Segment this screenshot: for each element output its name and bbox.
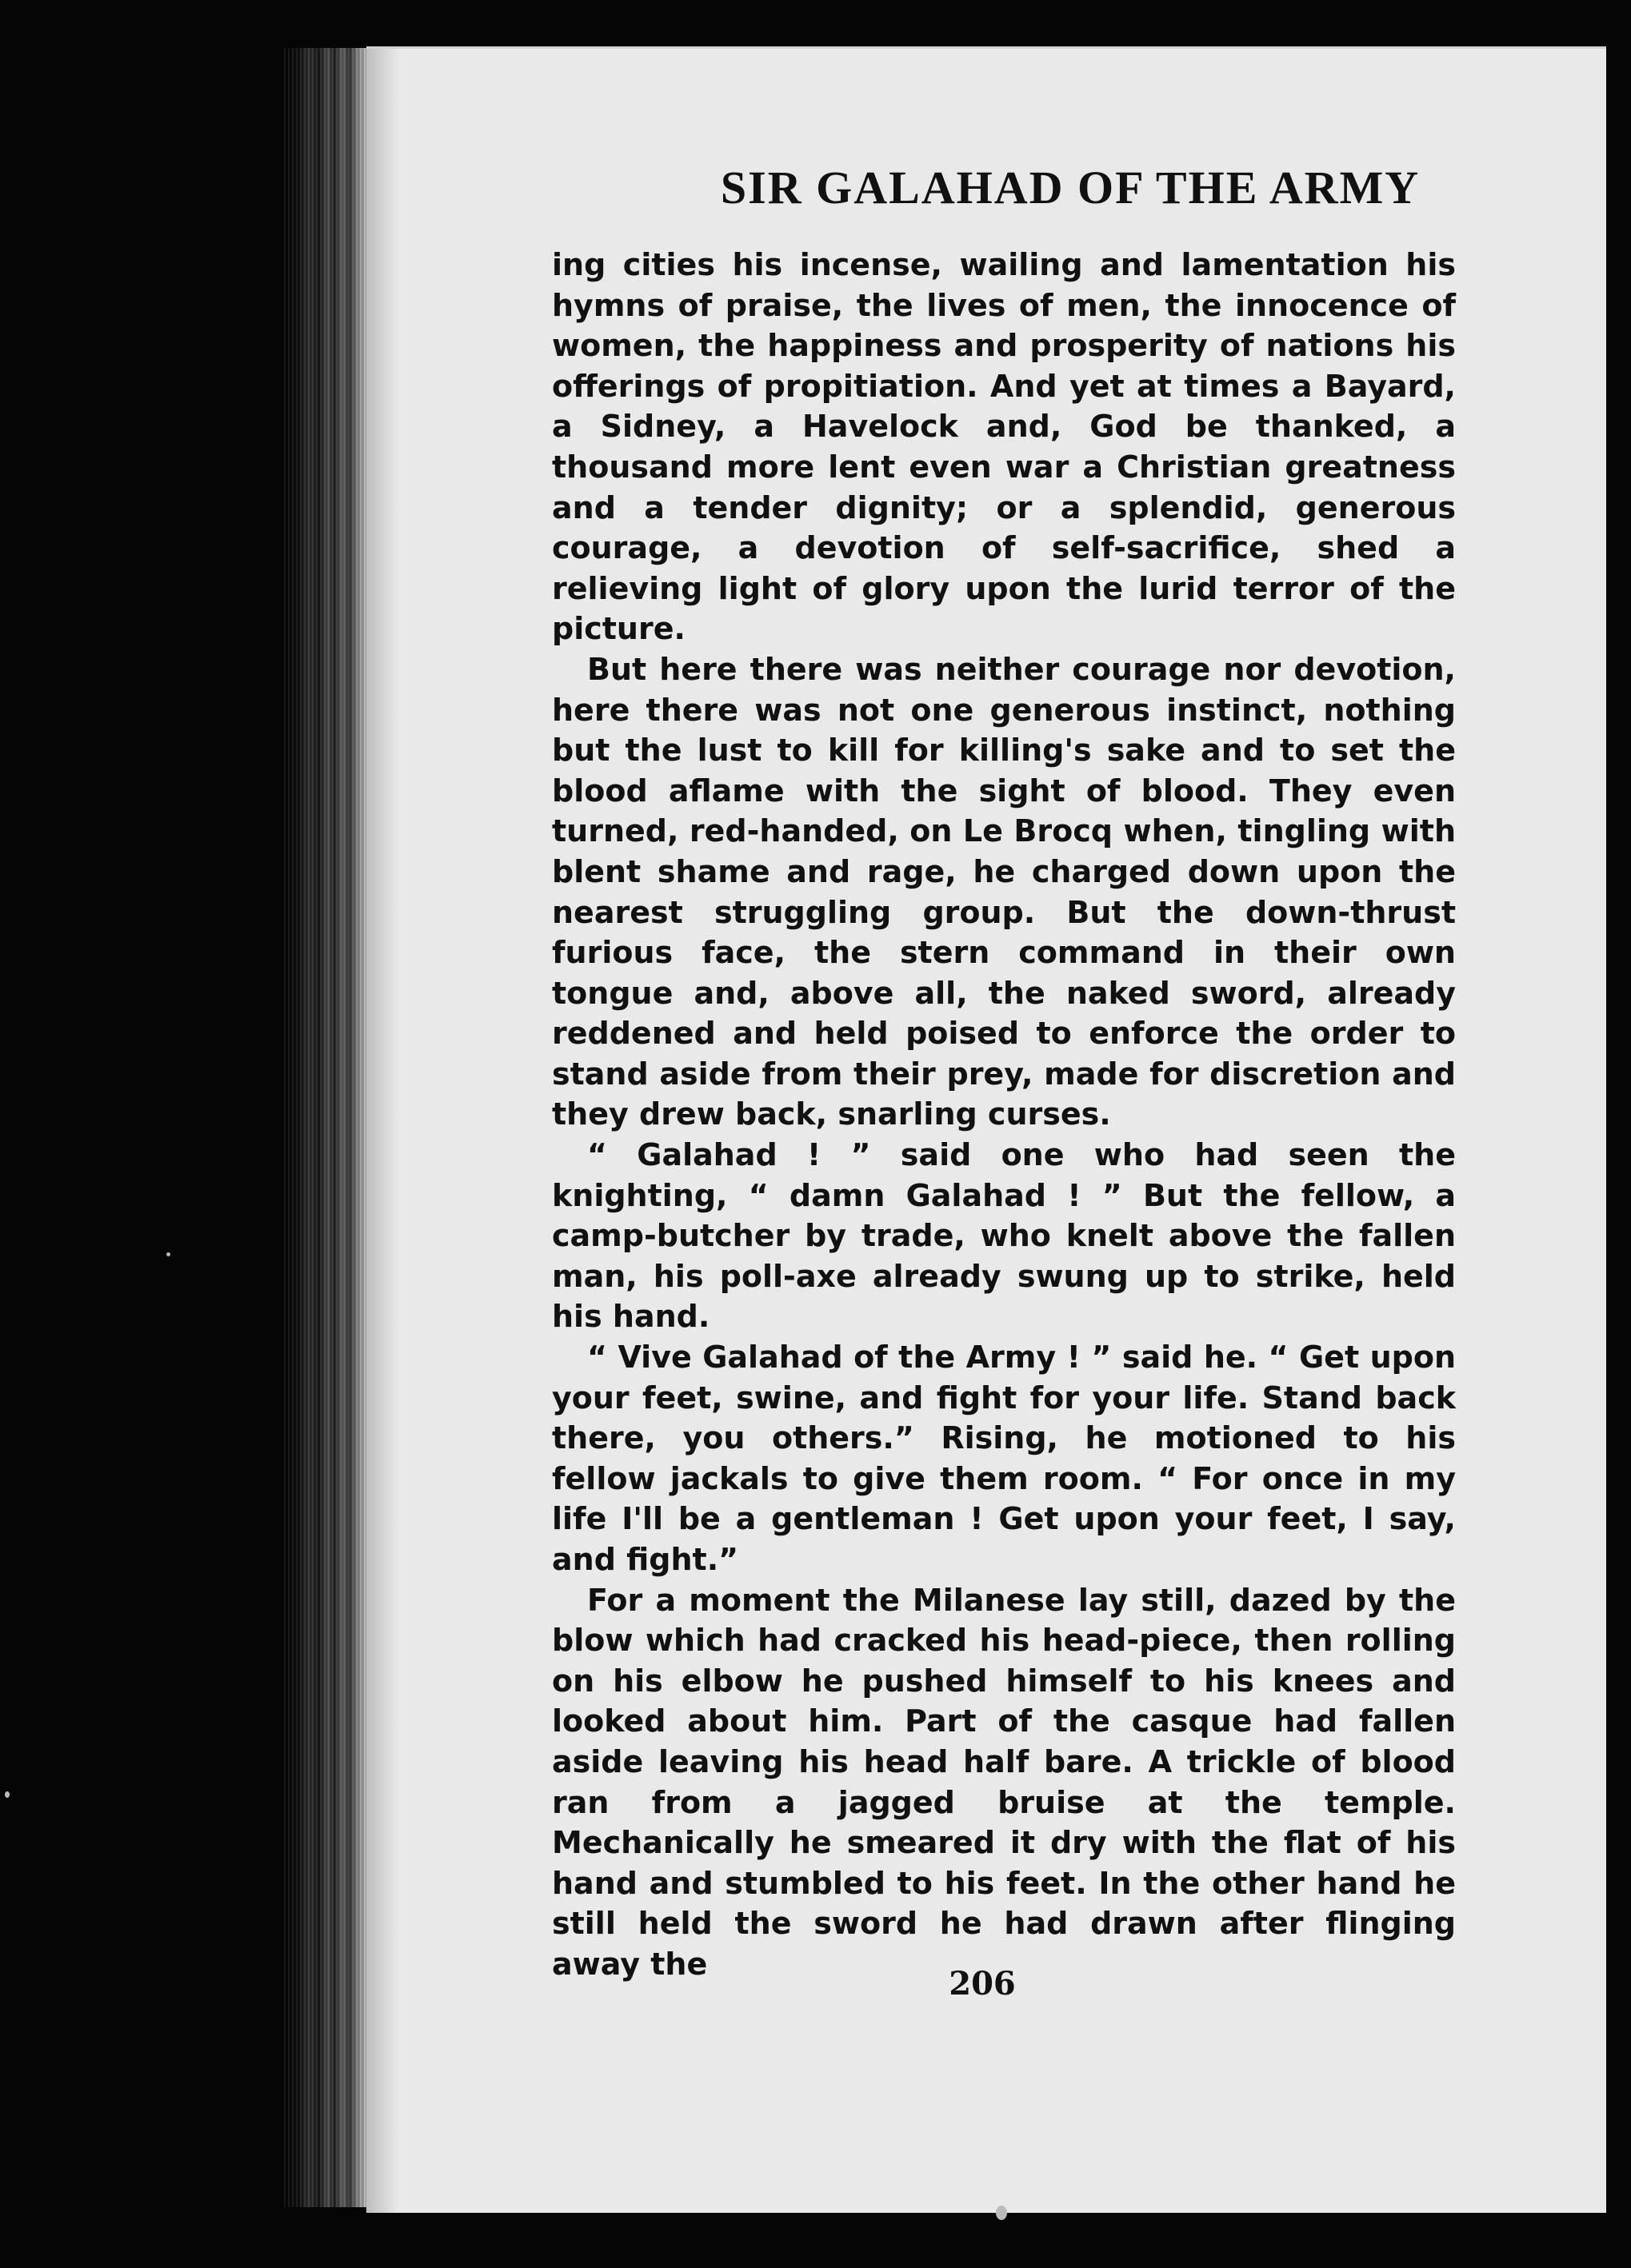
book-page [366, 46, 1606, 2213]
paragraph: “ Vive Galahad of the Army ! ” said he. “ Get upon your feet, swine, and fight for your life. Stand back there, you others.” Rising, he motioned to his fellow jackals to give them room. “ For once in my life I'll be a gentleman ! Get upon your feet, I say, and fight.” [552, 1340, 1456, 1577]
book-edge [284, 48, 368, 2207]
paragraph: ing cities his incense, wailing and lamentation his hymns of praise, the lives of men, the innocence of women, the happiness and prosperity of nations his offerings of propitiation. And yet at times a Bayard, a Sidney, a Havelock and, God be thanked, a thousand more lent even war a Christian greatness and a tender dignity; or a splendid, generous courage, a devotion of self-sacrifice, shed a relieving light of glory upon the lurid terror of the picture. [552, 247, 1456, 647]
page-number: 206 [949, 1965, 1016, 2002]
dust-speck [5, 1791, 10, 1798]
gutter-shadow [366, 49, 398, 2213]
paragraph: For a moment the Milanese lay still, dazed by the blow which had cracked his head-piece, then rolling on his elbow he pushed himself to his knees and looked about him. Part of the casque had fallen aside leaving his head half bare. A trickle of blood ran from a jagged bruise at the temple. Mechanically he smeared it dry with the flat of his hand and stumbled to his feet. In the other hand he still held the sword he had drawn after flinging away the [552, 1582, 1456, 1982]
running-head: SIR GALAHAD OF THE ARMY [720, 162, 1421, 214]
body-text [552, 245, 1456, 1985]
dust-speck [166, 1252, 170, 1256]
paragraph: But here there was neither courage nor devotion, here there was not one generous instinct, nothing but the lust to kill for killing's sake and to set the blood aflame with the sight of blood. They even turned, red-handed, on Le Brocq when, tingling with blent shame and rage, he charged down upon the nearest struggling group. But the down-thrust furious face, the stern command in their own tongue and, above all, the naked sword, already reddened and held poised to enforce the order to stand aside from their prey, made for discretion and they drew back, snarling curses. [552, 651, 1456, 1132]
dust-speck [996, 2206, 1007, 2220]
paragraph: “ Galahad ! ” said one who had seen the knighting, “ damn Galahad ! ” But the fellow, a camp-butcher by trade, who knelt above the fallen man, his poll-axe already swung up to strike, held his hand. [552, 1137, 1456, 1335]
